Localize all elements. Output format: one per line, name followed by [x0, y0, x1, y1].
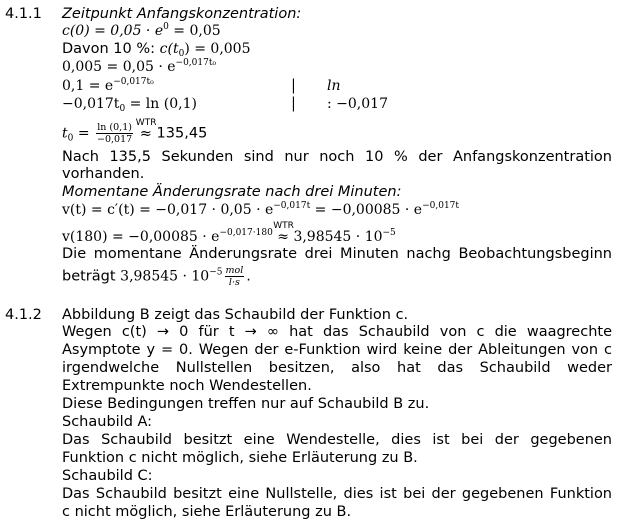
unit-mol-per-ls: $\frac{\text{mol}}{l\cdot s}$	[225, 265, 244, 288]
equation-davon-10-prozent: Davon 10 %: $c(t_0) = 0,005$	[62, 41, 251, 59]
text-betraegt-value: beträgt $3,98545 \cdot 10^{-5}$ $\frac{\text{mol}}{l\cdot s}$ .	[62, 265, 251, 288]
equation-v180: $v(180) = -0,00085 \cdot e^{-0,017\cdot 180}$ WTR ≈ $3,98545 \cdot 10^{-5}$	[62, 221, 396, 245]
text-line-11: Das Schaubild besitzt eine Nullstelle, dies ist bei der gegebenen Funktion	[62, 486, 612, 502]
section-number-411: 4.1.1	[5, 6, 42, 22]
text-result-135-sekunden: Nach 135,5 Sekunden sind nur noch 10 % der Anfangskonzentration	[62, 149, 612, 165]
text-line-8: Das Schaubild besitzt eine Wendestelle, dies ist bei der gegebenen	[62, 432, 612, 448]
equation-derivative: $v(t) = c'(t) = -0,017 \cdot 0,05 \cdot e^{-0,017t} = -0,00085 \cdot e^{-0,017t}$	[62, 201, 460, 218]
text-line-3: Asymptote y = 0. Wegen der e-Funktion wird keine der Ableitungen von c	[62, 342, 612, 358]
text-line-9: Funktion c nicht möglich, siehe Erläuterung zu B.	[62, 450, 418, 466]
operation-note-ln: ln	[327, 78, 341, 94]
text-vorhanden: vorhanden.	[62, 166, 145, 182]
text-line-4: irgendwelche Nullstellen besitzen, also hat das Schaubild weder	[62, 360, 612, 376]
label-schaubild-c: Schaubild C:	[62, 468, 153, 484]
text-line-6: Diese Bedingungen treffen nur auf Schaubild B zu.	[62, 396, 430, 412]
text-momentane-rate: Die momentane Änderungsrate drei Minuten nachg Beobachtungsbeginn	[62, 246, 612, 262]
text-line-1: Abbildung B zeigt das Schaubild der Funktion c.	[62, 307, 409, 323]
equation-c0: $c(0) = 0,05 \cdot e^0 = 0,05$	[62, 22, 221, 39]
wtr-approx-label: WTR ≈	[135, 117, 157, 142]
equation-step-1: $0,005 = 0,05 \cdot e^{-0,017t_0}$	[62, 58, 217, 75]
operation-note-divide: : −0,017	[327, 96, 388, 112]
text-line-12: c nicht möglich, siehe Erläuterung zu B.	[62, 504, 352, 520]
heading-momentane-aenderungsrate: Momentane Änderungsrate nach drei Minuten:	[62, 184, 402, 200]
operation-separator: |	[291, 96, 296, 112]
text-line-2: Wegen c(t) → 0 für t → ∞ hat das Schaubild von c die waagrechte	[62, 324, 612, 340]
fraction-ln-over-k: $\frac{\ln (0,1)}{-0,017}$	[97, 122, 133, 145]
equation-step-3: $-0,017t_0 = \ln (0,1)$	[62, 96, 197, 114]
heading-anfangskonzentration: Zeitpunkt Anfangskonzentration:	[62, 6, 302, 22]
equation-t0-result: $t_0$ = $\frac{\ln (0,1)}{-0,017}$ WTR ≈ 135,45	[62, 117, 208, 145]
text-line-5: Extrempunkte noch Wendestellen.	[62, 378, 312, 394]
label-schaubild-a: Schaubild A:	[62, 414, 153, 430]
equation-step-2: $0,1 = e^{-0,017t_0}$	[62, 77, 154, 94]
operation-separator: |	[291, 78, 296, 94]
wtr-approx-label: WTR ≈	[273, 221, 294, 245]
section-number-412: 4.1.2	[5, 307, 42, 323]
